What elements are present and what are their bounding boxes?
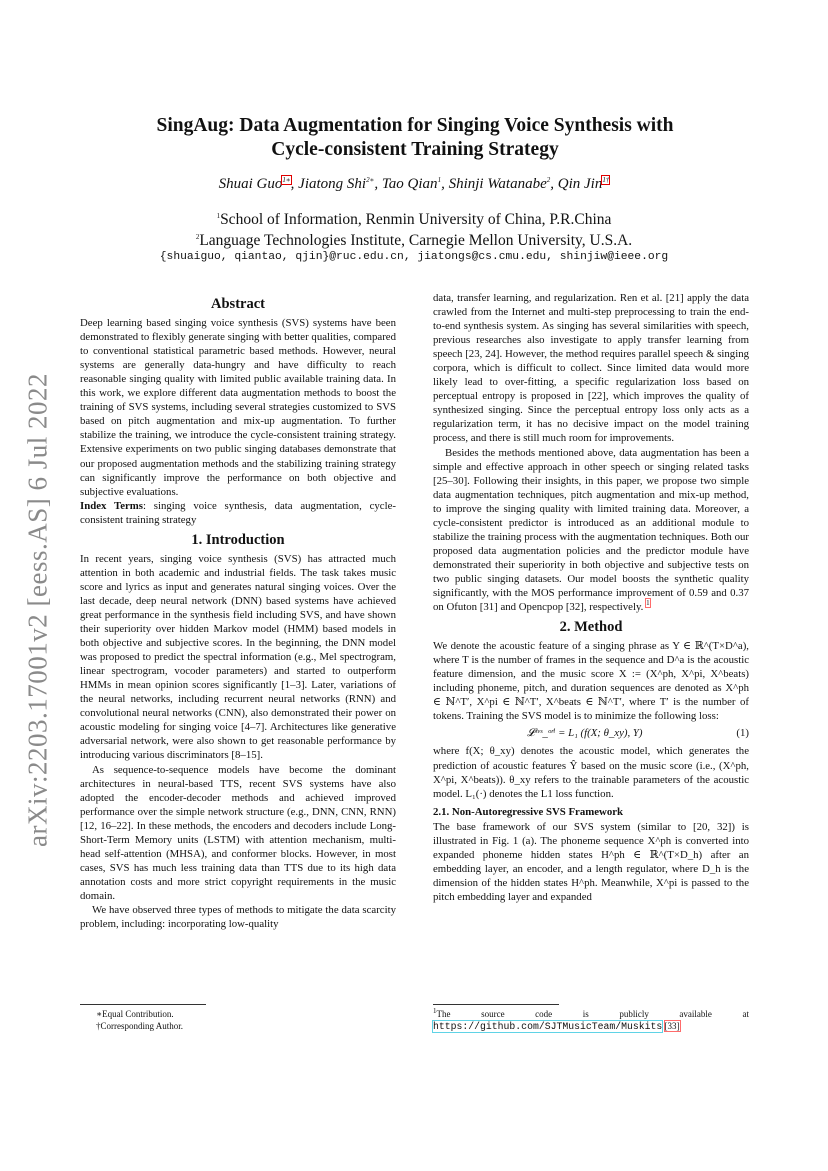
intro-paragraph-5-text: Besides the methods mentioned above, data augmentation has been a simple and effective approach in other speech or singing related tasks [25–30]. Following their insights, in this paper, we propose two simple data augmentation techniques, pitch augmentation and mix-up method, to improve the singing quality with limited training data. Moreover, a cycle-consistent predictor is introduced as an additional module to stabilize the training process with the augmentation techniques. Both our proposed data augmentation policies and the predictor module have demonstrated their superiority in both objective and subjective tests on two public singing datasets. Our model boosts the synthetic quality significantly, with the MOS performance improvement of 0.59 and 0.37 on Ofuton [31] and Opencpop [32], respectively. xyxy=(433,446,749,614)
title-line-2: Cycle-consistent Training Strategy xyxy=(271,139,559,160)
arxiv-stamp xyxy=(18,370,58,850)
index-terms-text: : singing voice synthesis, data augmentation, cycle-consistent training strategy xyxy=(80,499,396,526)
affiliation-1 xyxy=(80,209,748,230)
equation-1 xyxy=(433,726,749,740)
footnote-rule-left xyxy=(80,1004,206,1005)
equation-1-expression: 𝓛ˢᵛˢ_ᵒʳⁱ = L₁ (f(X; θ_xy), Y) xyxy=(526,727,643,740)
author-3: Tao Qian xyxy=(381,176,438,192)
footnote-source-code xyxy=(433,1008,749,1033)
title-line-1: SingAug: Data Augmentation for Singing Voice Synthesis with xyxy=(156,115,674,136)
affiliation-2-sup: 2 xyxy=(195,232,200,241)
footnote-corresponding-author: †Corresponding Author. xyxy=(96,1021,183,1031)
index-terms-label: Index Terms xyxy=(80,499,143,512)
author-1: Shuai Guo xyxy=(218,176,283,192)
paper-title xyxy=(120,114,710,162)
author-4: Shinji Watanabe xyxy=(448,176,547,192)
introduction-heading: 1. Introduction xyxy=(191,531,285,548)
author-4-sup: 2 xyxy=(546,176,551,184)
index-terms xyxy=(80,499,396,527)
footnote-1-citation[interactable]: [33] xyxy=(664,1021,680,1031)
affiliation-1-text: School of Information, Renmin University of China, P.R.China xyxy=(220,211,612,228)
affiliation-1-sup: 1 xyxy=(216,211,221,220)
footnote-1-text: The source code is publicly available at xyxy=(436,1009,749,1019)
intro-paragraph-2: As sequence-to-sequence models have become the dominant architectures in neural-based TTS, recent SVS systems have also adopted the encoder-decoder methods and achieved improved performance over the simple network structure (e.g., DNN, CNN, RNN) [12, 16–22]. In these methods, the encoders and decoders include Long-Short-Term Memory units (LSTM) with attention mechanism, multi-head self-attention (MHSA), and conformer blocks. However, in most cases, SVS has much less training data than TTS due to its high data annotation costs and more strict copyright requirements in the music domain. xyxy=(80,763,396,902)
affiliation-2 xyxy=(80,230,748,251)
author-2-sup: 2∗ xyxy=(366,176,375,184)
subsection-paragraph-1: The base framework of our SVS system (similar to [20, 32]) is illustrated in Fig. 1 (a). The phoneme sequence X^ph is converted into expanded phoneme hidden states H^ph ∈ ℝ^(T×D_h) after an embedding layer, an encoder, and a length regulator, where D_h is the dimension of the hidden states H^ph. Meanwhile, X^pi is passed to the pitch embedding layer and expanded xyxy=(433,820,749,903)
right-column xyxy=(433,291,749,904)
author-3-sup: 1 xyxy=(437,176,442,184)
method-heading: 2. Method xyxy=(559,619,623,636)
subsection-heading: 2.1. Non-Autoregressive SVS Framework xyxy=(433,805,624,818)
method-paragraph-1: We denote the acoustic feature of a singing phrase as Y ∈ ℝ^(T×D^a), where T is the number of frames in the sequence and D^a is the acoustic feature dimension, and the music score X := (X^ph, X^pi, X^beats) including phoneme, pitch, and duration sequences are denoted as X^ph ∈ ℕ^T′, X^pi ∈ ℕ^T′, X^beats ∈ ℕ^T′, where T′ is the number of tokens. Training the SVS model is to minimize the following loss: xyxy=(433,640,749,723)
affiliations xyxy=(80,209,748,251)
author-2: Jiatong Shi xyxy=(298,176,367,192)
footnote-1-ref[interactable]: 1 xyxy=(646,599,650,608)
arxiv-identifier: arXiv:2203.17001v2 [eess.AS] 6 Jul 2022 xyxy=(22,373,53,847)
intro-paragraph-1: In recent years, singing voice synthesis (SVS) has attracted much attention in both academic and industrial fields. The task takes music score and lyrics as input and generates natural singing voices. Over the last decade, deep neural network (DNN) based systems have achieved great performance in the synthesis field including SVS, and have shown their superiority over hidden Markov model (HMM) based models in both objective and subjective scores. In the beginning, the DNN model was proposed to predict the spectral information (e.g., Mel spectrogram, linear spectrogram, vocoder parameters) and started to outperform HMMs in mean opinion scores significantly [1–3]. Later, variations of the neural networks, including recurrent neural networks (RNN) and convolutional neural networks (CNN), also demonstrated their power on acoustic modeling for singing voice [4–7]. Architectures like generative adversarial network, were also shown to get reasonable performance by introducing various discriminators [8–15]. xyxy=(80,552,396,762)
equation-1-number: (1) xyxy=(736,727,749,740)
footnotes-left xyxy=(80,1008,396,1032)
author-5-sup[interactable]: 1† xyxy=(602,176,610,184)
footnote-equal-contribution: ∗Equal Contribution. xyxy=(96,1009,174,1019)
left-column xyxy=(80,291,396,931)
intro-paragraph-5 xyxy=(433,446,749,615)
author-emails: {shuaiguo, qiantao, qjin}@ruc.edu.cn, jiatongs@cs.cmu.edu, shinjiw@ieee.org xyxy=(159,251,669,263)
footnote-rule-right xyxy=(433,1004,559,1005)
method-paragraph-2: where f(X; θ_xy) denotes the acoustic model, which generates the prediction of acoustic features Ŷ based on the music score (i.e., (X^ph, X^pi, X^beats)). θ_xy refers to the trainable parameters of the acoustic model. L₁(·) denotes the L1 loss function. xyxy=(433,745,749,800)
footnote-1-mark: 1 xyxy=(433,1007,437,1015)
intro-paragraph-3: We have observed three types of methods to mitigate the data scarcity problem, including: incorporating low-quality xyxy=(80,903,396,931)
source-code-link[interactable]: https://github.com/SJTMusicTeam/Muskits xyxy=(433,1021,663,1032)
affiliation-2-text: Language Technologies Institute, Carnegie Mellon University, U.S.A. xyxy=(199,232,633,249)
author-5: Qin Jin xyxy=(557,176,603,192)
abstract-text: Deep learning based singing voice synthesis (SVS) systems have been demonstrated to flexibly generate singing with better qualities, compared to conventional statistical parametric based methods. However, neural systems are generally data-hungry and have difficulty to reach reasonable singing quality with limited public available training data. In this work, we explore different data augmentation methods to boost the training of SVS systems, including several strategies customized to SVS based on pitch augmentation and mix-up augmentation. To further stabilize the training, we introduce the cycle-consistent training strategy. Extensive experiments on two public singing databases demonstrate that our proposed augmentation methods and the stabilizing training strategy can significantly improve the performance on both objective and subjective evaluations. xyxy=(80,317,396,498)
author-1-sup[interactable]: 1∗ xyxy=(282,176,291,184)
author-list: Shuai Guo$^{1∗}$, Jiatong Shi$^{2∗}$, Tao Qian$^1$, Shinji Watanabe$^2$, Qin Jin$^{1\dagger}$ xyxy=(218,176,610,192)
abstract-heading: Abstract xyxy=(211,296,265,312)
intro-paragraph-4: data, transfer learning, and regularization. Ren et al. [21] apply the data crawled from the Internet and multi-step preprocessing to train the end-to-end synthesis system. As singing has several similarities with speech, previous researches also investigate to apply transfer learning from speech [23, 24]. However, the method requires parallel speech & singing corpora, which is difficult to collect. Since limited data would more likely lead to over-fitting, a specific regularization loss based on perceptual entropy is proposed in [22], which improves the quality of synthesized singing. Since the perceptual entropy loss only acts as a regularization term, it has no decisive impact on the model training process, and there is still much room for improvements. xyxy=(433,292,749,445)
